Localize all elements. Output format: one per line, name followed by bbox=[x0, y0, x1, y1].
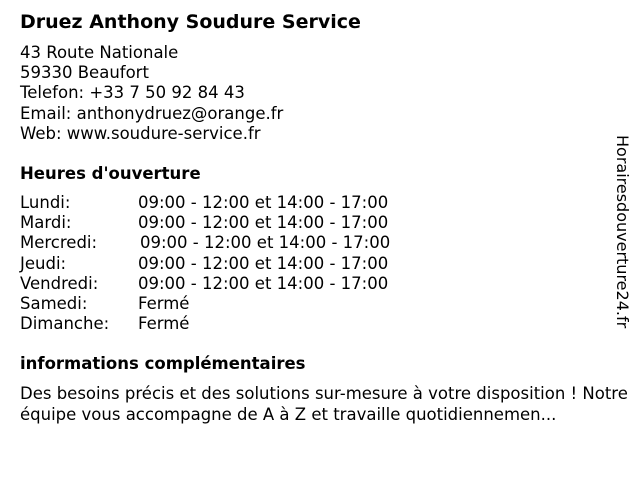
info-title: informations complémentaires bbox=[20, 354, 306, 373]
day-label: Dimanche: bbox=[20, 314, 110, 334]
day-label: Samedi: bbox=[20, 293, 88, 313]
time-value: 09:00 - 12:00 et 14:00 - 17:00 bbox=[138, 273, 389, 293]
business-name: Druez Anthony Soudure Service bbox=[20, 11, 361, 33]
time-value: 09:00 - 12:00 et 14:00 - 17:00 bbox=[138, 213, 389, 233]
time-value: 09:00 - 12:00 et 14:00 - 17:00 bbox=[140, 233, 391, 253]
address-street: 43 Route Nationale bbox=[20, 43, 179, 62]
day-label: Vendredi: bbox=[20, 273, 99, 293]
website-link[interactable]: Web: www.soudure-service.fr bbox=[20, 123, 261, 143]
day-label: Lundi: bbox=[20, 193, 71, 212]
watermark-text: Horairesdouverture24.fr bbox=[613, 135, 632, 329]
day-label: Mardi: bbox=[20, 213, 72, 233]
day-label: Jeudi: bbox=[20, 253, 67, 273]
hours-title: Heures d'ouverture bbox=[20, 164, 201, 183]
day-label: Mercredi: bbox=[20, 233, 98, 253]
info-description: Des besoins précis et des solutions sur-mesure à votre disposition ! Notre équipe vous accompagne de A à Z et travaille quotidiennemen... bbox=[20, 384, 628, 424]
email-address[interactable]: Email: anthonydruez@orange.fr bbox=[20, 103, 284, 123]
time-value: Fermé bbox=[138, 293, 190, 313]
time-value: Fermé bbox=[138, 314, 190, 334]
time-value: 09:00 - 12:00 et 14:00 - 17:00 bbox=[138, 253, 389, 273]
time-value: 09:00 - 12:00 et 14:00 - 17:00 bbox=[138, 193, 389, 212]
phone-number[interactable]: Telefon: +33 7 50 92 84 43 bbox=[20, 83, 245, 103]
address-city: 59330 Beaufort bbox=[20, 63, 149, 83]
contact-block bbox=[20, 43, 283, 144]
watermark bbox=[610, 135, 638, 345]
